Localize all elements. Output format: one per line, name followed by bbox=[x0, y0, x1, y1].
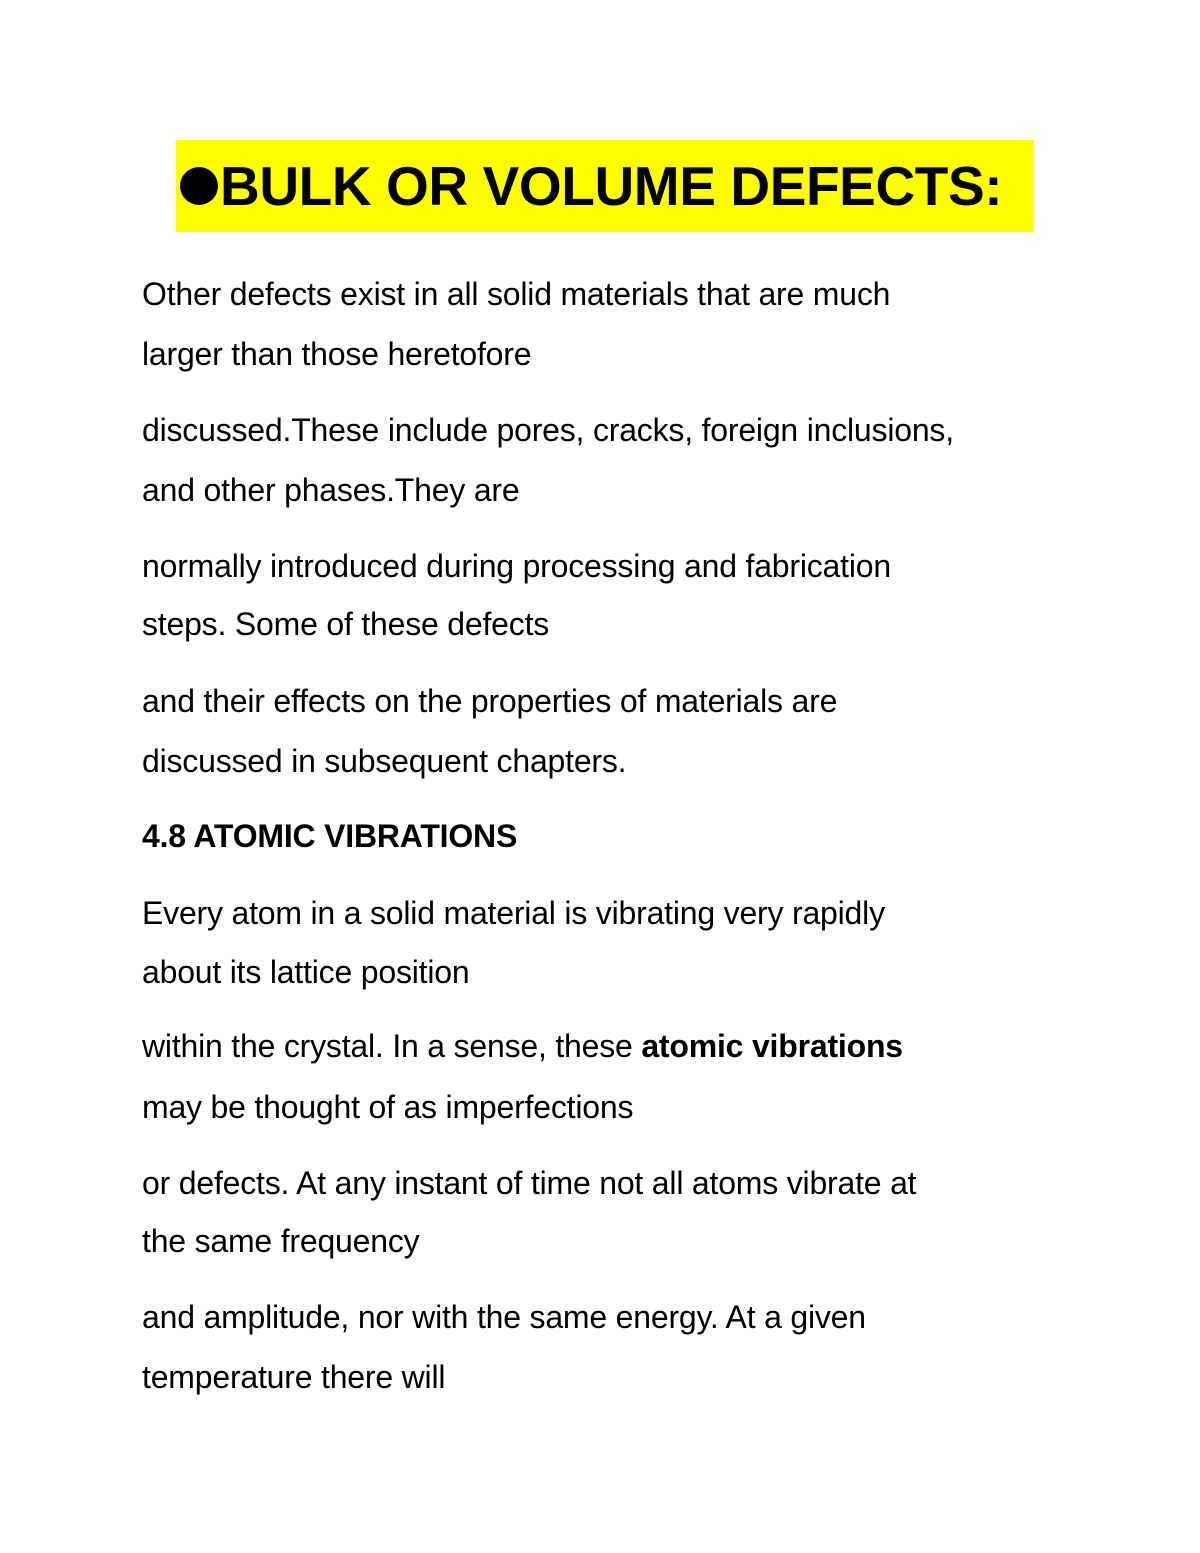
bullet-icon bbox=[180, 167, 218, 205]
section-paragraph-1-line-2: about its lattice position bbox=[142, 954, 470, 990]
atomic-vibrations-bold-term: atomic vibrations bbox=[641, 1028, 903, 1064]
section-paragraph-4-line-2: temperature there will bbox=[142, 1359, 446, 1395]
highlighted-heading bbox=[176, 140, 1034, 232]
paragraph-1-line-2: larger than those heretofore bbox=[142, 336, 532, 372]
section-paragraph-1-line-1: Every atom in a solid material is vibrating very rapidly bbox=[142, 895, 885, 931]
paragraph-2-line-1: discussed.These include pores, cracks, foreign inclusions, bbox=[142, 412, 954, 448]
section-paragraph-4-line-1: and amplitude, nor with the same energy. At a given bbox=[142, 1299, 866, 1335]
page-title: BULK OR VOLUME DEFECTS: bbox=[220, 155, 1003, 217]
section-paragraph-2-line-2: may be thought of as imperfections bbox=[142, 1089, 634, 1125]
section-heading: 4.8 ATOMIC VIBRATIONS bbox=[142, 818, 518, 854]
paragraph-4-line-1: and their effects on the properties of materials are bbox=[142, 683, 838, 719]
paragraph-3-line-2: steps. Some of these defects bbox=[142, 606, 550, 642]
section-paragraph-3-line-1: or defects. At any instant of time not all atoms vibrate at bbox=[142, 1165, 917, 1201]
section-paragraph-2-plain-text: within the crystal. In a sense, these bbox=[142, 1028, 642, 1064]
paragraph-1-line-1: Other defects exist in all solid materials that are much bbox=[142, 276, 891, 312]
section-paragraph-2-line-1 bbox=[142, 1026, 903, 1066]
paragraph-2-line-2: and other phases.They are bbox=[142, 472, 520, 508]
paragraph-3-line-1: normally introduced during processing and fabrication bbox=[142, 548, 891, 584]
section-paragraph-3-line-2: the same frequency bbox=[142, 1223, 420, 1259]
paragraph-4-line-2: discussed in subsequent chapters. bbox=[142, 743, 627, 779]
